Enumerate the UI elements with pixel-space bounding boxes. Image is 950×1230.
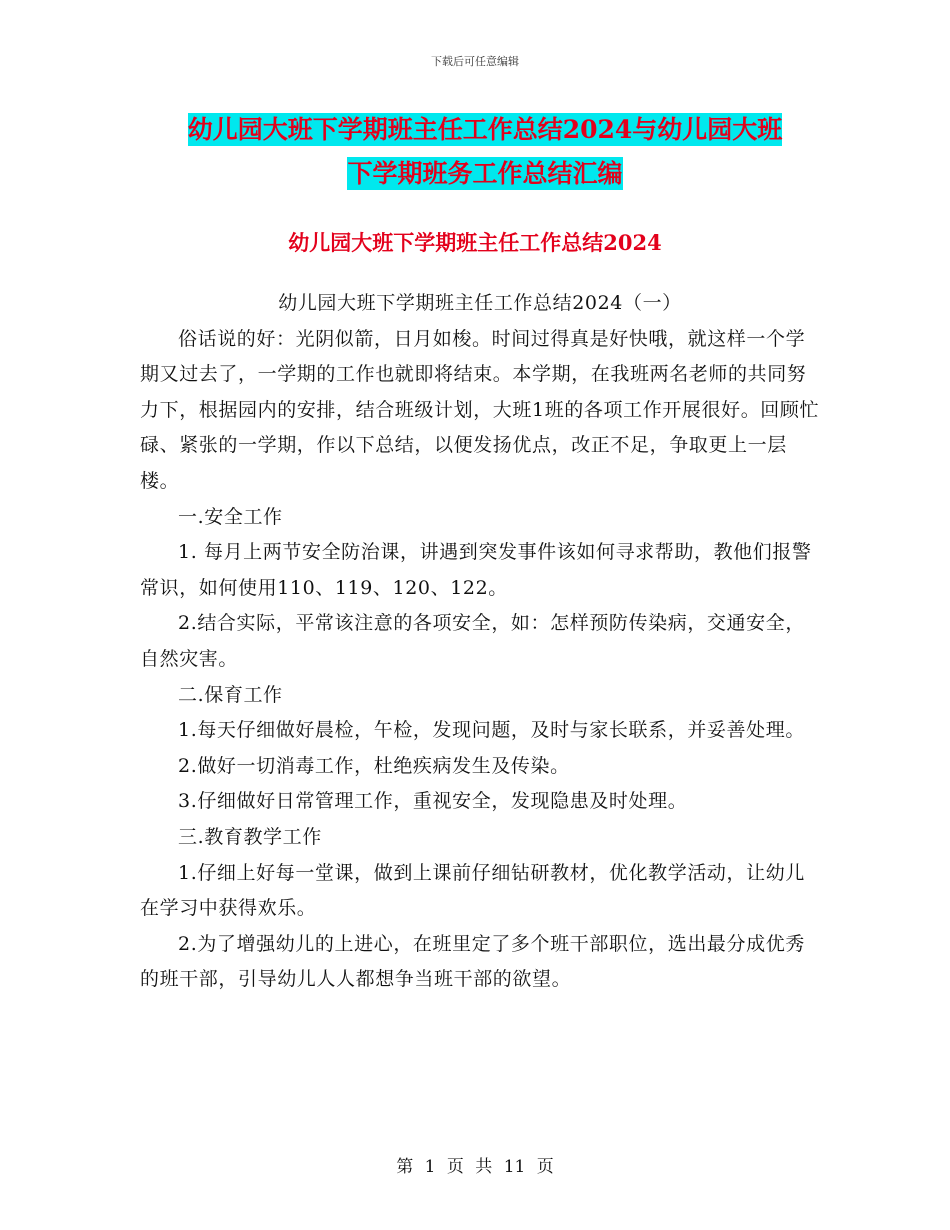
paragraph: 1.每天仔细做好晨检，午检，发现问题，及时与家长联系，并妥善处理。 (178, 719, 805, 742)
paragraph: 2.做好一切消毒工作，杜绝疾病发生及传染。 (178, 754, 570, 777)
section-heading-care: 二.保育工作 (178, 683, 283, 706)
paragraph: 2.结合实际，平常该注意的各项安全，如：怎样预防传染病，交通安全，自然灾害。 (140, 612, 805, 670)
paragraph: 3.仔细做好日常管理工作，重视安全，发现隐患及时处理。 (178, 790, 688, 813)
section-title: 幼儿园大班下学期班主任工作总结2024 (288, 230, 662, 255)
section-heading-safety: 一.安全工作 (178, 505, 283, 528)
title-highlight-2: 下学期班务工作总结汇编 (347, 159, 623, 188)
paragraph: 俗话说的好：光阴似箭，日月如梭。时间过得真是好快哦，就这样一个学期又过去了，一学期的工作也就即将结束。本学期，在我班两名老师的共同努力下，根据园内的安排，结合班级计划，大班1班的各项工作开展很好。回顾忙碌、紧张的一学期，作以下总结，以便发扬优点，改正不足，争取更上一层楼。 (140, 327, 820, 492)
header-note: 下载后可任意编辑 (431, 55, 519, 68)
document-title-line-2 (140, 152, 830, 196)
part-heading: 幼儿园大班下学期班主任工作总结2024（一） (278, 292, 682, 314)
body-text (140, 286, 820, 998)
paragraph: 1.仔细上好每一堂课，做到上课前仔细钻研教材，优化教学活动，让幼儿在学习中获得欢乐。 (140, 861, 805, 920)
paragraph: 1. 每月上两节安全防治课，讲遇到突发事件该如何寻求帮助，教他们报警常识，如何使用110、119、120、122。 (140, 541, 812, 599)
paragraph: 2.为了增强幼儿的上进心，在班里定了多个班干部职位，选出最分成优秀的班干部，引导幼儿人人都想争当班干部的欲望。 (140, 932, 805, 991)
document-title-line-1 (140, 108, 830, 152)
title-highlight-1: 幼儿园大班下学期班主任工作总结2024与幼儿园大班 (187, 115, 783, 144)
page-footer: 第 1 页 共 11 页 (396, 1157, 554, 1177)
section-heading-teaching: 三.教育教学工作 (178, 825, 322, 848)
